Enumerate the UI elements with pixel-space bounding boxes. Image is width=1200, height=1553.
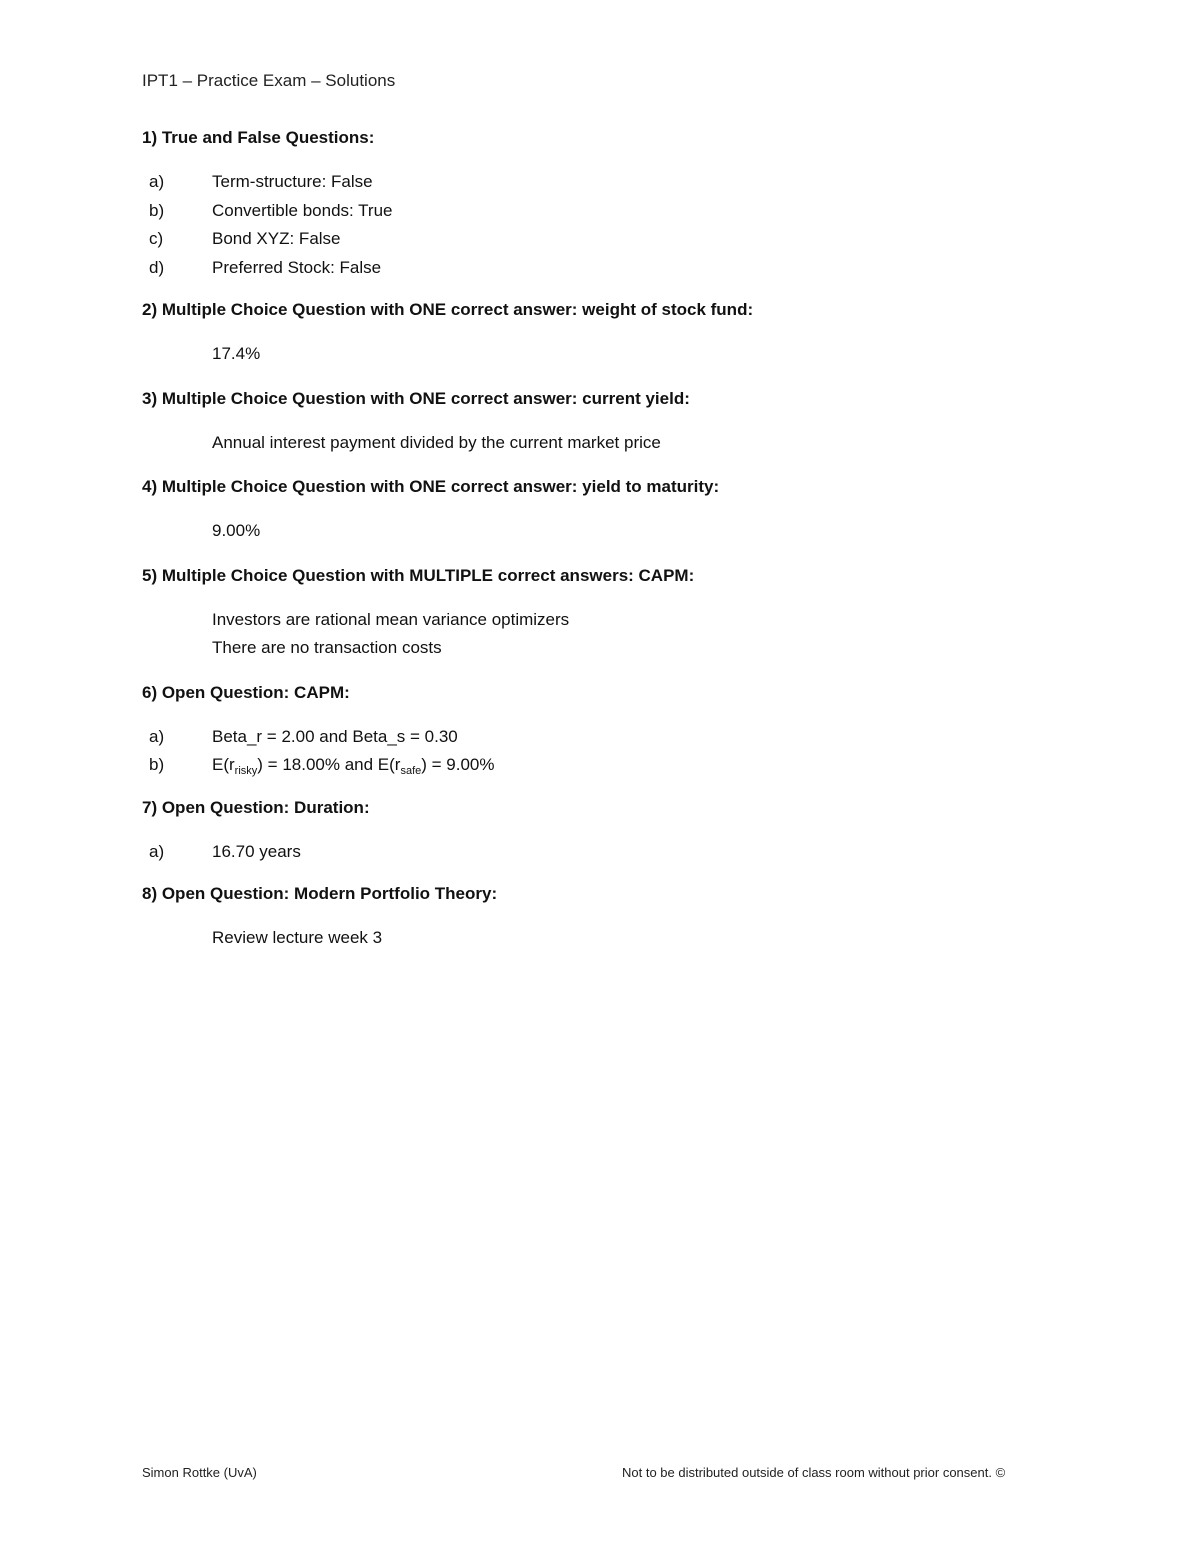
question-3 xyxy=(142,387,1102,458)
question-4 xyxy=(142,475,1102,546)
answer-text: Annual interest payment divided by the current market price xyxy=(212,432,661,452)
list-item: d) Preferred Stock: False xyxy=(149,257,382,277)
answer-list xyxy=(142,723,1102,780)
question-title: 5) Multiple Choice Question with MULTIPLE correct answers: CAPM: xyxy=(142,565,695,585)
question-8 xyxy=(142,882,1102,953)
answer-block xyxy=(212,606,1102,663)
answer-text: There are no transaction costs xyxy=(212,638,442,657)
question-5 xyxy=(142,564,1102,663)
list-item: a) 16.70 years xyxy=(149,841,301,861)
page-header: IPT1 – Practice Exam – Solutions xyxy=(142,71,396,90)
footer-notice: Not to be distributed outside of class room without prior consent. © xyxy=(622,1465,1006,1480)
footer-author: Simon Rottke (UvA) xyxy=(142,1465,257,1480)
question-2 xyxy=(142,298,1102,369)
list-item: a) Beta_r = 2.00 and Beta_s = 0.30 xyxy=(149,726,458,746)
list-item: b) $E(r_{risky}) = 18.00\%$ and $E(r_{safe}) = 9.00\%$ xyxy=(142,751,1102,780)
question-6 xyxy=(142,681,1102,780)
question-title: 1) True and False Questions: xyxy=(142,128,375,147)
question-7 xyxy=(142,796,1102,867)
question-title: 4) Multiple Choice Question with ONE correct answer: yield to maturity: xyxy=(142,477,720,496)
question-title: 2) Multiple Choice Question with ONE correct answer: weight of stock fund: xyxy=(142,300,754,319)
answer-list xyxy=(142,168,1102,282)
solutions-content xyxy=(142,126,1102,971)
answer-block xyxy=(212,340,1102,369)
list-item: a) Term-structure: False xyxy=(149,172,373,191)
question-title: 3) Multiple Choice Question with ONE correct answer: current yield: xyxy=(142,388,690,408)
answer-text: Investors are rational mean variance optimizers xyxy=(212,609,570,629)
answer-block xyxy=(212,517,1102,546)
answer-list xyxy=(142,838,1102,867)
question-1 xyxy=(142,126,1102,282)
answer-text: 17.4% xyxy=(212,344,261,363)
question-title: 8) Open Question: Modern Portfolio Theory: xyxy=(142,884,498,903)
answer-text: 9.00% xyxy=(212,521,261,540)
question-title: 7) Open Question: Duration: xyxy=(142,797,370,817)
expected-return-formula: $E(r_{risky}) = 18.00\%$ and $E(r_{safe}) = 9.00\%$ xyxy=(212,755,495,777)
answer-block xyxy=(212,924,1102,953)
list-item: b) Convertible bonds: True xyxy=(149,200,393,220)
answer-block xyxy=(212,429,1102,458)
list-item: c) Bond XYZ: False xyxy=(149,229,341,248)
question-title: 6) Open Question: CAPM: xyxy=(142,682,350,702)
answer-text: Review lecture week 3 xyxy=(212,928,383,947)
